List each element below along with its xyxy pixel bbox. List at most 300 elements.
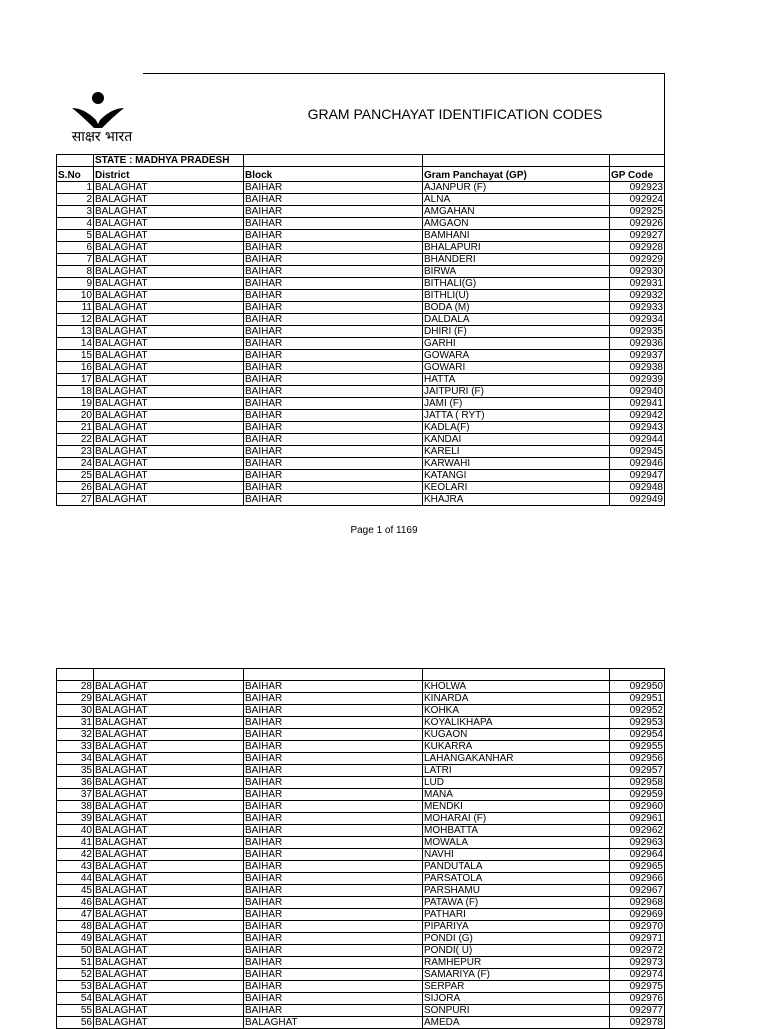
cell-district: BALAGHAT bbox=[94, 1017, 244, 1029]
cell-gram-panchayat: BIRWA bbox=[423, 266, 610, 278]
cell-block: BAIHAR bbox=[244, 458, 423, 470]
cell-gram-panchayat: KHAJRA bbox=[423, 494, 610, 506]
cell-gram-panchayat: LAHANGAKANHAR bbox=[423, 753, 610, 765]
cell-sno: 17 bbox=[57, 374, 94, 386]
cell-sno: 26 bbox=[57, 482, 94, 494]
cell-district: BALAGHAT bbox=[94, 897, 244, 909]
cell-gram-panchayat: AJANPUR (F) bbox=[423, 182, 610, 194]
cell-gram-panchayat: PIPARIYA bbox=[423, 921, 610, 933]
cell-district: BALAGHAT bbox=[94, 254, 244, 266]
cell-block: BAIHAR bbox=[244, 729, 423, 741]
cell-gram-panchayat: KARELI bbox=[423, 446, 610, 458]
cell-district: BALAGHAT bbox=[94, 494, 244, 506]
cell-gram-panchayat: JAITPURI (F) bbox=[423, 386, 610, 398]
cell-gp-code: 092930 bbox=[610, 266, 665, 278]
cell-district: BALAGHAT bbox=[94, 921, 244, 933]
table-row bbox=[57, 801, 665, 813]
cell-district: BALAGHAT bbox=[94, 326, 244, 338]
cell-sno: 3 bbox=[57, 206, 94, 218]
table-row bbox=[57, 350, 665, 362]
table-row bbox=[57, 254, 665, 266]
cell-sno: 37 bbox=[57, 789, 94, 801]
cell-block: BAIHAR bbox=[244, 909, 423, 921]
cell-district: BALAGHAT bbox=[94, 765, 244, 777]
cell-gram-panchayat: RAMHEPUR bbox=[423, 957, 610, 969]
cell-sno: 44 bbox=[57, 873, 94, 885]
blank-cell bbox=[610, 669, 665, 681]
cell-gram-panchayat: BHALAPURI bbox=[423, 242, 610, 254]
cell-gram-panchayat: PANDUTALA bbox=[423, 861, 610, 873]
cell-block: BAIHAR bbox=[244, 849, 423, 861]
cell-gp-code: 092957 bbox=[610, 765, 665, 777]
cell-gp-code: 092971 bbox=[610, 933, 665, 945]
cell-district: BALAGHAT bbox=[94, 753, 244, 765]
cell-gram-panchayat: MANA bbox=[423, 789, 610, 801]
cell-block: BAIHAR bbox=[244, 681, 423, 693]
table-row bbox=[57, 861, 665, 873]
column-header-block: Block bbox=[244, 167, 423, 182]
cell-district: BALAGHAT bbox=[94, 861, 244, 873]
cell-district: BALAGHAT bbox=[94, 338, 244, 350]
cell-block: BAIHAR bbox=[244, 326, 423, 338]
cell-sno: 49 bbox=[57, 933, 94, 945]
cell-block: BALAGHAT bbox=[244, 1017, 423, 1029]
cell-gp-code: 092966 bbox=[610, 873, 665, 885]
cell-gram-panchayat: LUD bbox=[423, 777, 610, 789]
cell-gp-code: 092972 bbox=[610, 945, 665, 957]
cell-district: BALAGHAT bbox=[94, 386, 244, 398]
cell-gp-code: 092928 bbox=[610, 242, 665, 254]
table-row bbox=[57, 981, 665, 993]
cell-sno: 20 bbox=[57, 410, 94, 422]
state-row-blank-cell bbox=[423, 155, 610, 167]
cell-block: BAIHAR bbox=[244, 470, 423, 482]
cell-sno: 43 bbox=[57, 861, 94, 873]
table-row bbox=[57, 314, 665, 326]
table-row bbox=[57, 873, 665, 885]
cell-block: BAIHAR bbox=[244, 266, 423, 278]
cell-sno: 42 bbox=[57, 849, 94, 861]
gp-code-table-page-1 bbox=[56, 154, 665, 506]
cell-district: BALAGHAT bbox=[94, 278, 244, 290]
cell-gp-code: 092939 bbox=[610, 374, 665, 386]
cell-district: BALAGHAT bbox=[94, 314, 244, 326]
cell-sno: 36 bbox=[57, 777, 94, 789]
cell-district: BALAGHAT bbox=[94, 458, 244, 470]
table-row bbox=[57, 921, 665, 933]
cell-gram-panchayat: KUGAON bbox=[423, 729, 610, 741]
cell-gp-code: 092959 bbox=[610, 789, 665, 801]
cell-district: BALAGHAT bbox=[94, 813, 244, 825]
cell-gp-code: 092932 bbox=[610, 290, 665, 302]
cell-gp-code: 092929 bbox=[610, 254, 665, 266]
table-row bbox=[57, 765, 665, 777]
table-row bbox=[57, 398, 665, 410]
cell-gram-panchayat: PARSATOLA bbox=[423, 873, 610, 885]
table-row bbox=[57, 386, 665, 398]
cell-district: BALAGHAT bbox=[94, 302, 244, 314]
cell-block: BAIHAR bbox=[244, 741, 423, 753]
cell-gram-panchayat: PONDI (G) bbox=[423, 933, 610, 945]
table-row bbox=[57, 909, 665, 921]
table-row bbox=[57, 777, 665, 789]
cell-sno: 51 bbox=[57, 957, 94, 969]
cell-sno: 35 bbox=[57, 765, 94, 777]
column-header-row bbox=[57, 167, 665, 182]
cell-gram-panchayat: AMEDA bbox=[423, 1017, 610, 1029]
table-row bbox=[57, 290, 665, 302]
cell-sno: 32 bbox=[57, 729, 94, 741]
cell-sno: 28 bbox=[57, 681, 94, 693]
blank-cell bbox=[94, 669, 244, 681]
cell-sno: 2 bbox=[57, 194, 94, 206]
cell-sno: 41 bbox=[57, 837, 94, 849]
cell-district: BALAGHAT bbox=[94, 945, 244, 957]
column-header-gram-panchayat: Gram Panchayat (GP) bbox=[423, 167, 610, 182]
cell-gram-panchayat: HATTA bbox=[423, 374, 610, 386]
cell-gp-code: 092931 bbox=[610, 278, 665, 290]
table-row bbox=[57, 849, 665, 861]
cell-block: BAIHAR bbox=[244, 410, 423, 422]
cell-district: BALAGHAT bbox=[94, 729, 244, 741]
cell-gp-code: 092974 bbox=[610, 969, 665, 981]
table-row bbox=[57, 1017, 665, 1029]
cell-block: BAIHAR bbox=[244, 813, 423, 825]
cell-district: BALAGHAT bbox=[94, 422, 244, 434]
column-header-district: District bbox=[94, 167, 244, 182]
cell-district: BALAGHAT bbox=[94, 777, 244, 789]
state-row bbox=[57, 155, 665, 167]
cell-district: BALAGHAT bbox=[94, 969, 244, 981]
cell-gp-code: 092940 bbox=[610, 386, 665, 398]
cell-gp-code: 092951 bbox=[610, 693, 665, 705]
cell-gp-code: 092962 bbox=[610, 825, 665, 837]
cell-block: BAIHAR bbox=[244, 993, 423, 1005]
cell-block: BAIHAR bbox=[244, 693, 423, 705]
cell-gram-panchayat: GOWARI bbox=[423, 362, 610, 374]
cell-block: BAIHAR bbox=[244, 218, 423, 230]
cell-block: BAIHAR bbox=[244, 873, 423, 885]
page-title: GRAM PANCHAYAT IDENTIFICATION CODES bbox=[307, 106, 603, 122]
cell-gram-panchayat: AMGAHAN bbox=[423, 206, 610, 218]
cell-block: BAIHAR bbox=[244, 338, 423, 350]
cell-gp-code: 092977 bbox=[610, 1005, 665, 1017]
table-row bbox=[57, 957, 665, 969]
table-row bbox=[57, 933, 665, 945]
table-row bbox=[57, 470, 665, 482]
cell-gp-code: 092976 bbox=[610, 993, 665, 1005]
table-row bbox=[57, 897, 665, 909]
cell-block: BAIHAR bbox=[244, 194, 423, 206]
cell-sno: 56 bbox=[57, 1017, 94, 1029]
cell-gp-code: 092925 bbox=[610, 206, 665, 218]
cell-block: BAIHAR bbox=[244, 837, 423, 849]
cell-gram-panchayat: KARWAHI bbox=[423, 458, 610, 470]
table-row bbox=[57, 837, 665, 849]
cell-district: BALAGHAT bbox=[94, 825, 244, 837]
cell-block: BAIHAR bbox=[244, 801, 423, 813]
blank-cell bbox=[423, 669, 610, 681]
table-row bbox=[57, 993, 665, 1005]
table-row bbox=[57, 1005, 665, 1017]
cell-gram-panchayat: KOYALIKHAPA bbox=[423, 717, 610, 729]
cell-block: BAIHAR bbox=[244, 482, 423, 494]
gp-code-table-page-2 bbox=[56, 668, 665, 1029]
cell-gram-panchayat: BITHLI(U) bbox=[423, 290, 610, 302]
cell-gp-code: 092948 bbox=[610, 482, 665, 494]
table-row bbox=[57, 302, 665, 314]
cell-gp-code: 092964 bbox=[610, 849, 665, 861]
cell-block: BAIHAR bbox=[244, 777, 423, 789]
cell-block: BAIHAR bbox=[244, 945, 423, 957]
cell-block: BAIHAR bbox=[244, 182, 423, 194]
page-footer: Page 1 of 1169 bbox=[350, 525, 418, 536]
cell-gp-code: 092970 bbox=[610, 921, 665, 933]
cell-gp-code: 092950 bbox=[610, 681, 665, 693]
cell-gram-panchayat: KOHKA bbox=[423, 705, 610, 717]
cell-gp-code: 092945 bbox=[610, 446, 665, 458]
cell-gram-panchayat: GOWARA bbox=[423, 350, 610, 362]
cell-district: BALAGHAT bbox=[94, 693, 244, 705]
cell-sno: 18 bbox=[57, 386, 94, 398]
cell-sno: 11 bbox=[57, 302, 94, 314]
table-row bbox=[57, 458, 665, 470]
table-row bbox=[57, 482, 665, 494]
cell-block: BAIHAR bbox=[244, 933, 423, 945]
cell-gp-code: 092954 bbox=[610, 729, 665, 741]
cell-sno: 53 bbox=[57, 981, 94, 993]
cell-sno: 8 bbox=[57, 266, 94, 278]
table-row bbox=[57, 681, 665, 693]
cell-sno: 7 bbox=[57, 254, 94, 266]
cell-district: BALAGHAT bbox=[94, 482, 244, 494]
state-row-blank-cell bbox=[57, 155, 94, 167]
saakshar-bharat-logo bbox=[66, 86, 138, 154]
cell-sno: 48 bbox=[57, 921, 94, 933]
table-row bbox=[57, 705, 665, 717]
cell-gp-code: 092944 bbox=[610, 434, 665, 446]
cell-sno: 27 bbox=[57, 494, 94, 506]
cell-block: BAIHAR bbox=[244, 302, 423, 314]
cell-gram-panchayat: KANDAI bbox=[423, 434, 610, 446]
cell-block: BAIHAR bbox=[244, 374, 423, 386]
cell-gram-panchayat: ALNA bbox=[423, 194, 610, 206]
cell-block: BAIHAR bbox=[244, 765, 423, 777]
cell-gp-code: 092935 bbox=[610, 326, 665, 338]
cell-gp-code: 092967 bbox=[610, 885, 665, 897]
cell-district: BALAGHAT bbox=[94, 362, 244, 374]
cell-sno: 33 bbox=[57, 741, 94, 753]
cell-district: BALAGHAT bbox=[94, 1005, 244, 1017]
blank-header-row bbox=[57, 669, 665, 681]
cell-sno: 22 bbox=[57, 434, 94, 446]
cell-sno: 15 bbox=[57, 350, 94, 362]
cell-block: BAIHAR bbox=[244, 362, 423, 374]
table-row bbox=[57, 434, 665, 446]
cell-district: BALAGHAT bbox=[94, 933, 244, 945]
cell-gram-panchayat: JAMI (F) bbox=[423, 398, 610, 410]
cell-gp-code: 092961 bbox=[610, 813, 665, 825]
cell-gp-code: 092975 bbox=[610, 981, 665, 993]
cell-sno: 4 bbox=[57, 218, 94, 230]
table-row bbox=[57, 182, 665, 194]
cell-district: BALAGHAT bbox=[94, 993, 244, 1005]
cell-sno: 13 bbox=[57, 326, 94, 338]
table-row bbox=[57, 813, 665, 825]
cell-gram-panchayat: SIJORA bbox=[423, 993, 610, 1005]
cell-gp-code: 092934 bbox=[610, 314, 665, 326]
cell-sno: 25 bbox=[57, 470, 94, 482]
table-row bbox=[57, 729, 665, 741]
cell-gp-code: 092978 bbox=[610, 1017, 665, 1029]
cell-gram-panchayat: SAMARIYA (F) bbox=[423, 969, 610, 981]
cell-block: BAIHAR bbox=[244, 897, 423, 909]
cell-block: BAIHAR bbox=[244, 446, 423, 458]
cell-gp-code: 092949 bbox=[610, 494, 665, 506]
table-row bbox=[57, 789, 665, 801]
cell-gram-panchayat: JATTA ( RYT) bbox=[423, 410, 610, 422]
cell-district: BALAGHAT bbox=[94, 182, 244, 194]
table-row bbox=[57, 753, 665, 765]
cell-sno: 39 bbox=[57, 813, 94, 825]
cell-gp-code: 092973 bbox=[610, 957, 665, 969]
cell-sno: 1 bbox=[57, 182, 94, 194]
table-row bbox=[57, 326, 665, 338]
cell-district: BALAGHAT bbox=[94, 206, 244, 218]
cell-block: BAIHAR bbox=[244, 717, 423, 729]
cell-gram-panchayat: KADLA(F) bbox=[423, 422, 610, 434]
cell-gram-panchayat: DALDALA bbox=[423, 314, 610, 326]
cell-district: BALAGHAT bbox=[94, 350, 244, 362]
cell-sno: 19 bbox=[57, 398, 94, 410]
cell-gram-panchayat: MOWALA bbox=[423, 837, 610, 849]
cell-block: BAIHAR bbox=[244, 705, 423, 717]
cell-block: BAIHAR bbox=[244, 789, 423, 801]
cell-sno: 29 bbox=[57, 693, 94, 705]
cell-district: BALAGHAT bbox=[94, 410, 244, 422]
cell-block: BAIHAR bbox=[244, 957, 423, 969]
table-row bbox=[57, 885, 665, 897]
state-label: STATE : MADHYA PRADESH bbox=[94, 155, 244, 167]
cell-block: BAIHAR bbox=[244, 206, 423, 218]
cell-gram-panchayat: PATAWA (F) bbox=[423, 897, 610, 909]
cell-gram-panchayat: BAMHANI bbox=[423, 230, 610, 242]
cell-block: BAIHAR bbox=[244, 230, 423, 242]
table-row bbox=[57, 945, 665, 957]
cell-district: BALAGHAT bbox=[94, 290, 244, 302]
cell-gram-panchayat: KHOLWA bbox=[423, 681, 610, 693]
column-header-gp-code: GP Code bbox=[610, 167, 665, 182]
cell-gp-code: 092947 bbox=[610, 470, 665, 482]
cell-sno: 46 bbox=[57, 897, 94, 909]
table-row bbox=[57, 374, 665, 386]
cell-block: BAIHAR bbox=[244, 242, 423, 254]
cell-block: BAIHAR bbox=[244, 753, 423, 765]
cell-gram-panchayat: SERPAR bbox=[423, 981, 610, 993]
cell-gp-code: 092956 bbox=[610, 753, 665, 765]
cell-sno: 10 bbox=[57, 290, 94, 302]
cell-district: BALAGHAT bbox=[94, 398, 244, 410]
cell-block: BAIHAR bbox=[244, 434, 423, 446]
cell-district: BALAGHAT bbox=[94, 681, 244, 693]
state-row-blank-cell bbox=[244, 155, 423, 167]
blank-cell bbox=[244, 669, 423, 681]
cell-block: BAIHAR bbox=[244, 398, 423, 410]
table-row bbox=[57, 338, 665, 350]
cell-sno: 14 bbox=[57, 338, 94, 350]
logo-emblem-icon bbox=[66, 86, 138, 130]
cell-district: BALAGHAT bbox=[94, 230, 244, 242]
cell-gp-code: 092965 bbox=[610, 861, 665, 873]
table-row bbox=[57, 242, 665, 254]
cell-gp-code: 092955 bbox=[610, 741, 665, 753]
blank-cell bbox=[57, 669, 94, 681]
cell-gram-panchayat: BITHALI(G) bbox=[423, 278, 610, 290]
cell-district: BALAGHAT bbox=[94, 218, 244, 230]
cell-block: BAIHAR bbox=[244, 254, 423, 266]
cell-block: BAIHAR bbox=[244, 422, 423, 434]
cell-block: BAIHAR bbox=[244, 969, 423, 981]
table-row bbox=[57, 410, 665, 422]
cell-block: BAIHAR bbox=[244, 494, 423, 506]
cell-gram-panchayat: PARSHAMU bbox=[423, 885, 610, 897]
cell-district: BALAGHAT bbox=[94, 717, 244, 729]
cell-gp-code: 092927 bbox=[610, 230, 665, 242]
cell-gram-panchayat: KATANGI bbox=[423, 470, 610, 482]
cell-sno: 23 bbox=[57, 446, 94, 458]
cell-gp-code: 092943 bbox=[610, 422, 665, 434]
cell-sno: 47 bbox=[57, 909, 94, 921]
cell-gp-code: 092926 bbox=[610, 218, 665, 230]
cell-district: BALAGHAT bbox=[94, 789, 244, 801]
cell-sno: 12 bbox=[57, 314, 94, 326]
cell-sno: 45 bbox=[57, 885, 94, 897]
cell-gp-code: 092968 bbox=[610, 897, 665, 909]
cell-district: BALAGHAT bbox=[94, 873, 244, 885]
cell-gp-code: 092924 bbox=[610, 194, 665, 206]
column-header-sno: S.No bbox=[57, 167, 94, 182]
cell-sno: 52 bbox=[57, 969, 94, 981]
cell-gp-code: 092942 bbox=[610, 410, 665, 422]
cell-gp-code: 092946 bbox=[610, 458, 665, 470]
cell-sno: 5 bbox=[57, 230, 94, 242]
cell-block: BAIHAR bbox=[244, 278, 423, 290]
cell-district: BALAGHAT bbox=[94, 909, 244, 921]
cell-district: BALAGHAT bbox=[94, 242, 244, 254]
table-row bbox=[57, 362, 665, 374]
state-row-blank-cell bbox=[610, 155, 665, 167]
cell-block: BAIHAR bbox=[244, 981, 423, 993]
cell-gram-panchayat: KINARDA bbox=[423, 693, 610, 705]
cell-block: BAIHAR bbox=[244, 1005, 423, 1017]
table-row bbox=[57, 266, 665, 278]
table-row bbox=[57, 494, 665, 506]
cell-gram-panchayat: AMGAON bbox=[423, 218, 610, 230]
cell-sno: 34 bbox=[57, 753, 94, 765]
cell-gp-code: 092960 bbox=[610, 801, 665, 813]
cell-gp-code: 092969 bbox=[610, 909, 665, 921]
cell-district: BALAGHAT bbox=[94, 374, 244, 386]
cell-gram-panchayat: MOHARAI (F) bbox=[423, 813, 610, 825]
table-row bbox=[57, 278, 665, 290]
cell-gp-code: 092938 bbox=[610, 362, 665, 374]
cell-gram-panchayat: MENDKI bbox=[423, 801, 610, 813]
table-row bbox=[57, 446, 665, 458]
cell-gram-panchayat: KUKARRA bbox=[423, 741, 610, 753]
cell-district: BALAGHAT bbox=[94, 446, 244, 458]
table-row bbox=[57, 717, 665, 729]
cell-gp-code: 092936 bbox=[610, 338, 665, 350]
